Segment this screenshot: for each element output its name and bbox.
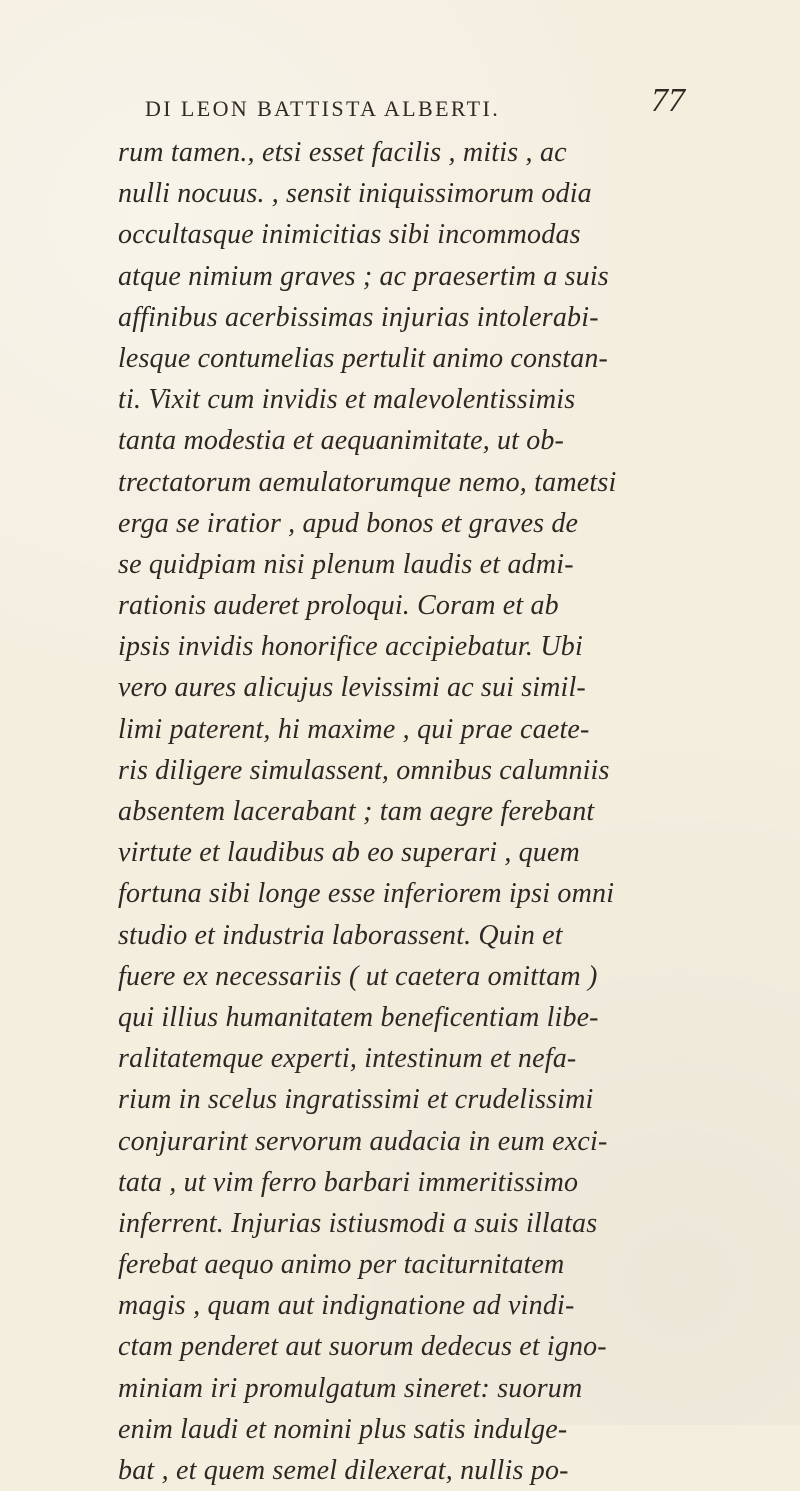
text-line: ferebat aequo animo per taciturnitatem <box>118 1249 565 1281</box>
text-line: rum tamen., etsi esset facilis , mitis , ac <box>118 137 567 168</box>
running-head: DI LEON BATTISTA ALBERTI. <box>145 96 501 121</box>
text-line: inferrent. Injurias istiusmodi a suis illatas <box>118 1207 598 1239</box>
text-line: ctam penderet aut suorum dedecus et igno- <box>118 1331 607 1363</box>
text-line: occultasque inimicitias sibi incommodas <box>118 219 581 251</box>
text-line: conjurarint servorum audacia in eum exci- <box>118 1125 608 1157</box>
text-line: studio et industria laborassent. Quin et <box>118 919 563 951</box>
text-line: rium in scelus ingratissimi et crudelissimi <box>118 1084 594 1116</box>
text-line: se quidpiam nisi plenum laudis et admi- <box>118 548 574 580</box>
text-line: tata , ut vim ferro barbari immeritissimo <box>118 1166 579 1198</box>
text-line: nulli nocuus. , sensit iniquissimorum odia <box>118 178 592 210</box>
text-line: bat , et quem semel dilexerat, nullis po- <box>118 1455 569 1486</box>
text-line: enim laudi et nomini plus satis indulge- <box>118 1413 568 1445</box>
text-line: erga se iratior , apud bonos et graves de <box>118 507 579 539</box>
page-header <box>145 78 685 128</box>
text-line: ti. Vixit cum invidis et malevolentissimis <box>118 384 576 416</box>
text-line: tanta modestia et aequanimitate, ut ob- <box>118 425 565 457</box>
text-line: absentem lacerabant ; tam aegre ferebant <box>118 796 595 827</box>
text-line: rationis auderet proloqui. Coram et ab <box>118 590 559 622</box>
text-line: fuere ex necessariis ( ut caetera omittam ) <box>118 960 598 992</box>
text-line: vero aures alicujus levissimi ac sui simil- <box>118 672 586 704</box>
text-line: magis , quam aut indignatione ad vindi- <box>118 1290 575 1322</box>
text-line: ipsis invidis honorifice accipiebatur. Ubi <box>118 631 583 663</box>
text-line: limi paterent, hi maxime , qui prae caete- <box>118 713 590 745</box>
text-line: ralitatemque experti, intestinum et nefa- <box>118 1043 577 1075</box>
text-line: affinibus acerbissimas injurias intolerabi- <box>118 301 599 333</box>
text-line: ris diligere simulassent, omnibus calumniis <box>118 754 610 786</box>
text-line: trectatorum aemulatorumque nemo, tametsi <box>118 466 617 498</box>
text-line: qui illius humanitatem beneficentiam libe- <box>118 1001 599 1033</box>
text-line: lesque contumelias pertulit animo constan- <box>118 342 609 374</box>
text-line: virtute et laudibus ab eo superari , quem <box>118 837 580 869</box>
text-line: fortuna sibi longe esse inferiorem ipsi omni <box>118 878 615 910</box>
text-line: miniam iri promulgatum sineret: suorum <box>118 1372 583 1404</box>
page-number: 77 <box>651 82 685 119</box>
text-line: atque nimium graves ; ac praesertim a suis <box>118 260 609 292</box>
body-text <box>118 132 706 1491</box>
